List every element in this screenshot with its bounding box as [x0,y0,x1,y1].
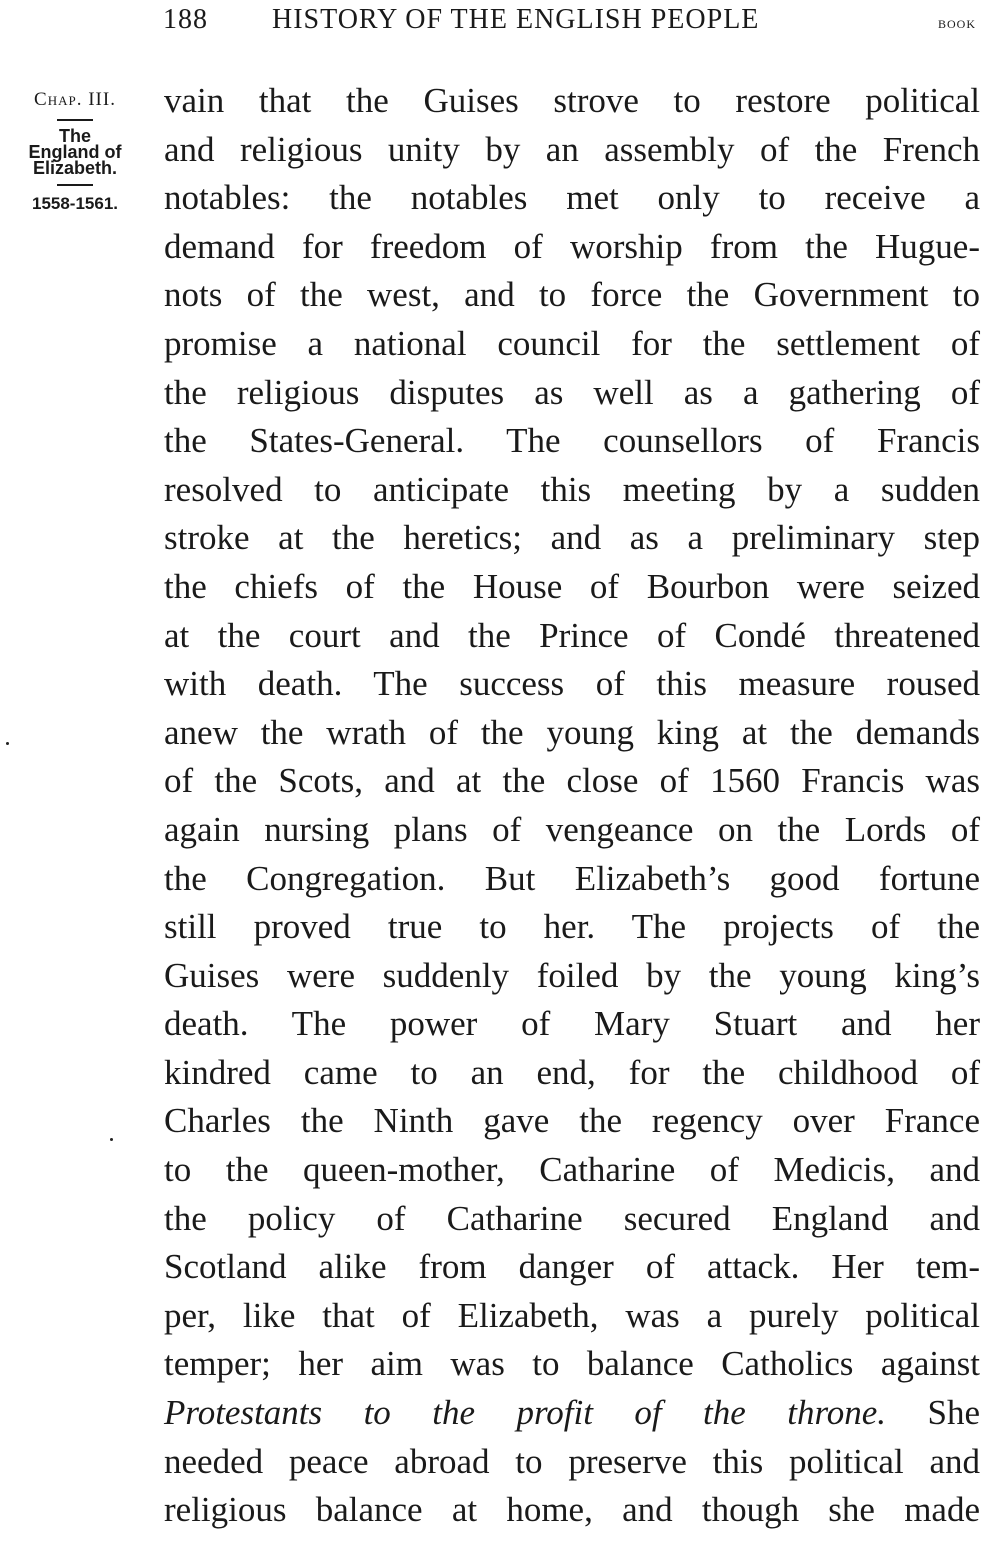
page-header [0,4,1000,44]
text-line: stroke at the heretics; and as a preliminary step [164,518,980,558]
sidenote-rule [57,119,93,121]
date-range: 1558-1561. [31,194,119,213]
text-line: Scotland alike from danger of attack. Her tem- [164,1247,980,1287]
topic-line-2: England of [28,142,122,162]
text-line: the States-General. The counsellors of Francis [164,421,980,461]
text-line: Guises were suddenly foiled by the young king’s [164,955,980,995]
text-line: anew the wrath of the young king at the demands [164,712,980,752]
running-head: HISTORY OF THE ENGLISH PEOPLE [272,4,760,35]
topic-line-3: Elizabeth. [32,158,117,178]
margin-sidenote [0,84,150,214]
text-line: the Congregation. But Elizabeth’s good fortune [164,858,980,898]
text-line: still proved true to her. The projects of the [164,907,980,947]
text-line: vain that the Guises strove to restore political [164,81,980,120]
italic-phrase: Protestants to the profit of the throne. [164,1393,887,1433]
scan-speck [6,742,9,745]
text-line: needed peace abroad to preserve this political and [164,1441,980,1481]
text-line: kindred came to an end, for the childhood of [164,1052,980,1092]
text-line: demand for freedom of worship from the Hugue- [164,226,980,266]
text-line: the religious disputes as well as a gathering of [164,372,980,412]
text-line: promise a national council for the settlement of [164,323,980,363]
text-line: again nursing plans of vengeance on the Lords of [164,809,980,849]
text-line: nots of the west, and to force the Government to [164,275,980,315]
scan-speck [110,1138,113,1141]
text-line: death. The power of Mary Stuart and her [164,1004,980,1044]
text-line: to the queen-mother, Catharine of Medicis, and [164,1150,980,1190]
book-label: book [937,13,976,32]
sidenote-rule [57,184,93,186]
text-line: religious balance at home, and though she made [164,1490,980,1530]
text-line: of the Scots, and at the close of 1560 Francis was [164,761,980,801]
text-line: with death. The success of this measure roused [164,664,980,704]
text-line: Charles the Ninth gave the regency over France [164,1101,980,1141]
topic-line-1: The [58,126,91,146]
text-line: resolved to anticipate this meeting by a sudden [164,469,980,509]
text-line: at the court and the Prince of Condé threatened [164,615,980,655]
text-line: the chiefs of the House of Bourbon were seized [164,566,980,606]
body-text [164,77,980,1535]
text-line: and religious unity by an assembly of the French [164,129,980,169]
text-line: per, like that of Elizabeth, was a purely political [164,1295,980,1335]
text-line: the policy of Catharine secured England and [164,1198,980,1238]
text-line: temper; her aim was to balance Catholics against [164,1344,980,1384]
page-number: 188 [163,4,208,35]
text-line: Protestants to the profit of the throne. She [164,1393,980,1433]
chapter-label: Chap. III. [34,89,116,110]
text-line: notables: the notables met only to receive a [164,178,980,218]
